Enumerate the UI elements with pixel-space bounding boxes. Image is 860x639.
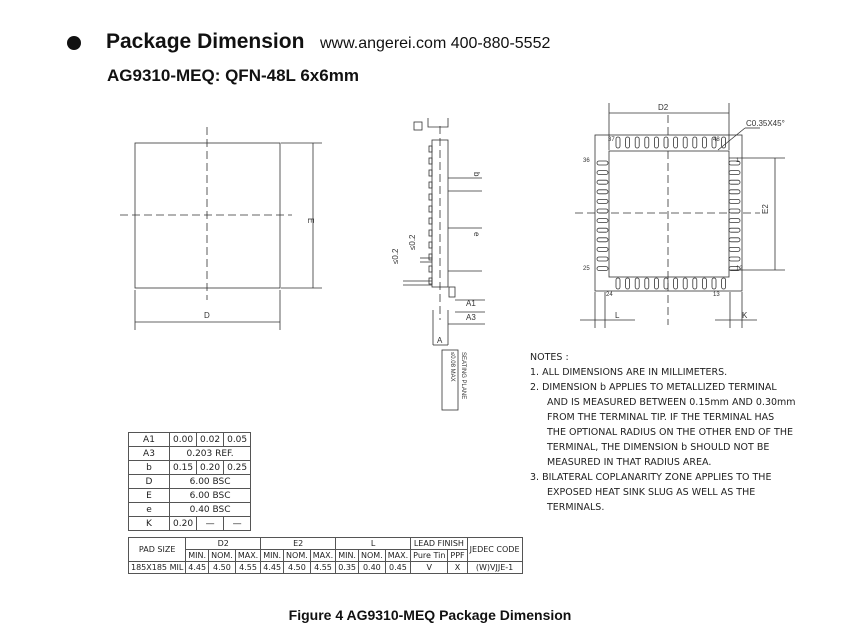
pin-pad	[702, 278, 706, 289]
label-seating-plane: SEATING PLANE	[460, 352, 466, 400]
table-cell: E	[129, 489, 170, 503]
table-cell: 4.45	[261, 562, 284, 574]
label-pin-24: 24	[606, 292, 613, 298]
pin-pad	[729, 247, 740, 251]
pin-pad	[597, 171, 608, 175]
table-cell: 0.40 BSC	[170, 503, 251, 517]
table-cell: (W)VJJE-1	[467, 562, 522, 574]
table-cell: 4.55	[235, 562, 260, 574]
label-b: b	[472, 172, 481, 177]
pin-pad	[654, 278, 658, 289]
pin-pad	[722, 278, 726, 289]
pin-pad	[635, 137, 639, 148]
table-header: MIN.	[336, 550, 359, 562]
table-header: MAX.	[385, 550, 410, 562]
pin-pad	[626, 278, 630, 289]
table-cell: 0.15	[170, 461, 197, 475]
pin-pad	[429, 194, 432, 200]
pin-pad	[429, 230, 432, 236]
pad-size-table	[128, 537, 523, 574]
label-offset-2: ≤0.2	[408, 234, 417, 250]
label-pin-36: 36	[583, 158, 590, 164]
note-line: FROM THE TERMINAL TIP. IF THE TERMINAL HAS	[547, 412, 775, 423]
label-seating: ≤0.08 MAX	[449, 352, 455, 382]
figure-caption: Figure 4 AG9310-MEQ Package Dimension	[288, 607, 572, 623]
table-row	[129, 433, 251, 447]
contact-info: www.angerei.com 400-880-5552	[320, 35, 551, 52]
pin-pad	[616, 137, 620, 148]
table-cell: K	[129, 517, 170, 531]
table-cell: V	[411, 562, 448, 574]
table-cell: 0.20	[197, 461, 224, 475]
table-header: LEAD FINISH	[411, 538, 468, 550]
label-l: L	[615, 311, 620, 320]
pin-pad	[664, 278, 668, 289]
pin-pad	[597, 161, 608, 165]
table-row	[129, 461, 251, 475]
pin-pad	[429, 170, 432, 176]
table-cell: 4.55	[310, 562, 335, 574]
top-view-body	[135, 143, 280, 288]
pin-pad	[429, 206, 432, 212]
label-chamfer: C0.35X45°	[746, 119, 785, 128]
label-d-dim: D	[204, 311, 210, 320]
pin-pad	[597, 190, 608, 194]
pin-pad	[597, 199, 608, 203]
table-header: NOM.	[359, 550, 386, 562]
pin-pad	[429, 242, 432, 248]
note-line: 3. BILATERAL COPLANARITY ZONE APPLIES TO THE	[530, 472, 772, 483]
note-line: MEASURED IN THAT RADIUS AREA.	[547, 457, 712, 468]
notes-block	[530, 350, 820, 515]
note-line: 2. DIMENSION b APPLIES TO METALLIZED TERMINAL	[530, 382, 777, 393]
label-pin-48: 48	[713, 137, 720, 143]
label-a1: A1	[466, 299, 476, 308]
pin-pad	[429, 182, 432, 188]
table-cell: 0.45	[385, 562, 410, 574]
table-header: MIN.	[186, 550, 209, 562]
pin-pad	[616, 278, 620, 289]
pin-pad	[597, 247, 608, 251]
pin-pad	[674, 137, 678, 148]
page-title: Package Dimension	[106, 30, 305, 53]
table-cell: 4.45	[186, 562, 209, 574]
pin-pad	[729, 209, 740, 213]
pin-pad	[429, 266, 432, 272]
pin-pad	[597, 219, 608, 223]
table-cell: 185X185 MIL	[129, 562, 186, 574]
label-pin-13: 13	[713, 292, 720, 298]
table-cell: 0.00	[170, 433, 197, 447]
pin-pad	[693, 137, 697, 148]
exposed-pad	[609, 151, 729, 277]
pin-pad	[729, 199, 740, 203]
pin-pad	[645, 278, 649, 289]
pin-pad	[597, 238, 608, 242]
table-header: JEDEC CODE	[467, 538, 522, 562]
table-cell: —	[224, 517, 251, 531]
pin-pad	[429, 218, 432, 224]
table-row	[129, 447, 251, 461]
pin-pad	[674, 278, 678, 289]
table-header: MAX.	[235, 550, 260, 562]
table-cell: 6.00 BSC	[170, 475, 251, 489]
table-cell: 4.50	[284, 562, 311, 574]
pin-pad	[729, 171, 740, 175]
pin-pad	[597, 228, 608, 232]
pin-pad	[702, 137, 706, 148]
table-header: L	[336, 538, 411, 550]
pin-pad	[683, 278, 687, 289]
table-header: MIN.	[261, 550, 284, 562]
table-header: NOM.	[209, 550, 236, 562]
label-pin-1: 1	[736, 158, 740, 164]
table-row	[129, 538, 523, 550]
table-cell: e	[129, 503, 170, 517]
pin-pad	[729, 190, 740, 194]
pin-pad	[729, 257, 740, 261]
pin-pad	[712, 278, 716, 289]
note-line: TERMINAL, THE DIMENSION b SHOULD NOT BE	[547, 442, 770, 453]
pin-pad	[597, 267, 608, 271]
pin-pad	[597, 180, 608, 184]
label-pin-12: 12	[736, 266, 743, 272]
table-cell: 0.35	[336, 562, 359, 574]
table-row	[129, 550, 523, 562]
dimension-table	[128, 432, 251, 531]
table-row	[129, 517, 251, 531]
table-header: D2	[186, 538, 261, 550]
table-cell: 0.02	[197, 433, 224, 447]
table-cell: 6.00 BSC	[170, 489, 251, 503]
table-cell: X	[448, 562, 467, 574]
table-header: PAD SIZE	[129, 538, 186, 562]
note-line: AND IS MEASURED BETWEEN 0.15mm AND 0.30mm	[547, 397, 796, 408]
note-line: EXPOSED HEAT SINK SLUG AS WELL AS THE	[547, 487, 756, 498]
table-header: Pure Tin	[411, 550, 448, 562]
pin-pad	[729, 238, 740, 242]
note-line: THE OPTIONAL RADIUS ON THE OTHER END OF THE	[547, 427, 793, 438]
table-header: NOM.	[284, 550, 311, 562]
pin-pad	[729, 228, 740, 232]
label-a3: A3	[466, 313, 476, 322]
table-cell: 0.203 REF.	[170, 447, 251, 461]
table-row	[129, 475, 251, 489]
label-e2: E2	[761, 204, 770, 214]
pin-pad	[683, 137, 687, 148]
table-row	[129, 562, 523, 574]
pin-pad	[597, 257, 608, 261]
pin-pad	[626, 137, 630, 148]
table-cell: b	[129, 461, 170, 475]
label-a: A	[437, 336, 443, 345]
pin-pad	[693, 278, 697, 289]
pin-pad	[429, 254, 432, 260]
table-cell: 0.25	[224, 461, 251, 475]
table-cell: A1	[129, 433, 170, 447]
table-cell: 4.50	[209, 562, 236, 574]
label-pin-25: 25	[583, 266, 590, 272]
table-header: PPF	[448, 550, 467, 562]
pin-pad	[664, 137, 668, 148]
pin-pad	[729, 219, 740, 223]
table-cell: —	[197, 517, 224, 531]
label-offset-1: ≤0.2	[391, 248, 400, 264]
pin-pad	[645, 137, 649, 148]
label-k: K	[742, 311, 748, 320]
table-cell: D	[129, 475, 170, 489]
label-d2: D2	[658, 103, 669, 112]
table-cell: 0.20	[170, 517, 197, 531]
side-view-marker	[414, 122, 422, 130]
table-cell: 0.40	[359, 562, 386, 574]
notes-heading: NOTES :	[530, 352, 569, 363]
pin-pad	[429, 158, 432, 164]
table-row	[129, 503, 251, 517]
table-cell: A3	[129, 447, 170, 461]
table-header: MAX.	[310, 550, 335, 562]
pin-pad	[654, 137, 658, 148]
note-line: TERMINALS.	[547, 502, 605, 513]
pin-pad	[597, 209, 608, 213]
label-pin-37: 37	[608, 137, 615, 143]
label-e-dim: E	[306, 218, 315, 224]
page-subtitle: AG9310-MEQ: QFN-48L 6x6mm	[107, 66, 359, 85]
pin-pad	[729, 180, 740, 184]
label-e-pitch: e	[472, 232, 481, 237]
table-cell: 0.05	[224, 433, 251, 447]
table-row	[129, 489, 251, 503]
pin-pad	[429, 146, 432, 152]
table-header: E2	[261, 538, 336, 550]
pin-pad	[635, 278, 639, 289]
note-line: 1. ALL DIMENSIONS ARE IN MILLIMETERS.	[530, 367, 728, 378]
